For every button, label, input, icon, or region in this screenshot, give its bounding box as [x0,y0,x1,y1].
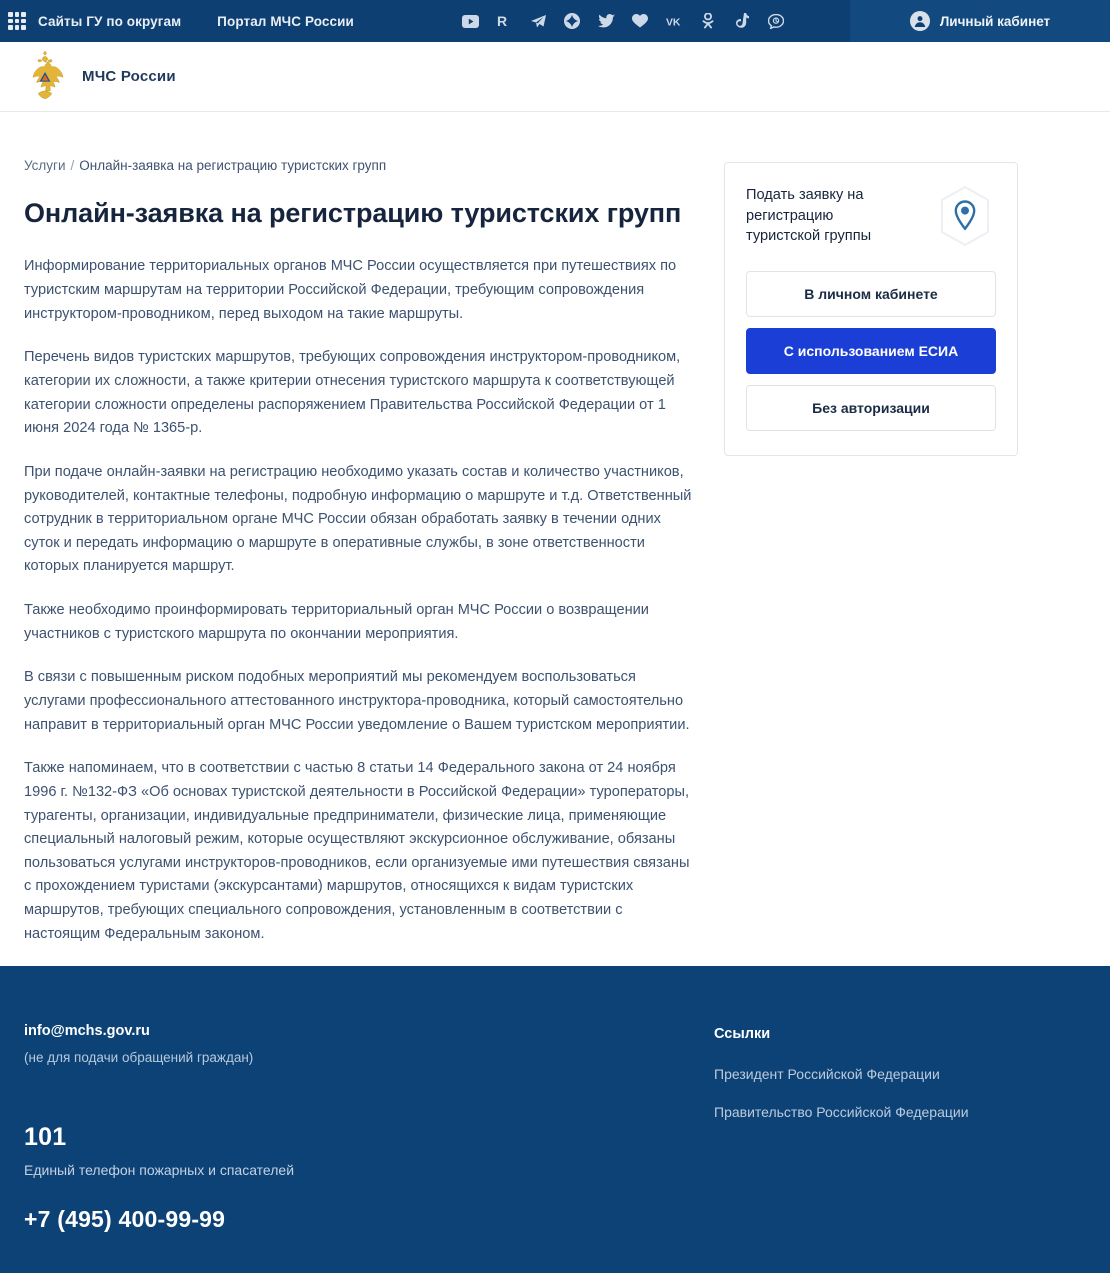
apply-in-personal-account-button[interactable]: В личном кабинете [746,271,996,317]
footer-email-note: (не для подачи обращений граждан) [24,1050,254,1066]
paragraph-6: Также напоминаем, что в соответствии с частью 8 статьи 14 Федерального закона от 24 ноября 1996 г. №132-ФЗ «Об основах туристской деятельности в Российской Федерации» туроператоры, турагенты, организации, индивидуальные предприниматели, физические лица, применяющие специальный налоговый режим, которые осуществляют экскурсионное обслуживание, обязаны пользоваться услугами инструкторов-проводников, если организуемые ими путешествия связаны с прохождением туристами (экскурсантами) маршрутов, относящихся к видам туристских маршрутов, требующих специального сопровождения, установленным в соответствии с настоящим Федеральным законом. [24,760,690,942]
account-button[interactable] [850,0,1110,42]
rutube-icon[interactable] [496,13,513,30]
twitter-icon[interactable] [598,13,615,30]
application-card [724,162,1018,456]
site-brand-title: МЧС России [82,68,176,85]
footer-phone[interactable]: +7 (495) 400-99-99 [24,1206,226,1233]
emergency-number: 101 [24,1123,67,1152]
youtube-icon[interactable] [462,13,479,30]
top-bar-left [0,0,785,42]
paragraph-4: Также необходимо проинформировать территориальный орган МЧС России о возвращении участников с туристского маршрута по окончании мероприятия. [24,602,649,642]
apply-with-esia-button[interactable]: С использованием ЕСИА [746,328,996,374]
mchs-eagle-emblem [22,49,68,105]
zen-icon[interactable] [564,13,581,30]
application-card-header [746,185,996,247]
paragraph-1: Информирование территориальных органов МЧС России осуществляется при путешествиях по туристским маршрутам на территории Российской Федерации, требующим сопровождения инструктором-проводником, перед выходом на такие маршруты. [24,258,677,322]
top-link-portal[interactable]: Портал МЧС России [217,13,354,29]
footer-links [714,1022,1086,1142]
paragraph-2: Перечень видов туристских маршрутов, требующих сопровождения инструктором-проводником, категории их сложности, а также критерии отнесения туристского маршрута к соответствующей категории сложности определены распоряжением Правительства Российской Федерации от 1 июня 2024 года № 1365-р. [24,349,681,437]
svg-text:R: R [497,13,508,29]
footer-contacts [24,1022,714,1233]
site-header [0,42,1110,112]
footer-email-link[interactable]: info@mchs.gov.ru [24,1023,150,1040]
paragraph-5: В связи с повышенным риском подобных мероприятий мы рекомендуем воспользоваться услугами профессионального аттестованного инструктора-проводника, который самостоятельно направит в территориальный орган МЧС России уведомление о Вашем туристском мероприятии. [24,669,690,733]
breadcrumb-link-services[interactable]: Услуги [24,158,66,173]
footer-link-government[interactable]: Правительство Российской Федерации [714,1104,969,1121]
social-links [462,13,785,30]
sidebar-column [724,158,1018,456]
tiktok-icon[interactable] [734,13,751,30]
vk-icon[interactable] [666,13,683,30]
svg-text:VK: VK [665,16,681,27]
page-title: Онлайн-заявка на регистрацию туристских групп [24,198,682,228]
heart-icon[interactable] [632,13,649,30]
map-pin-hexagon-icon [934,185,996,247]
breadcrumb-separator: / [70,158,75,173]
breadcrumb [24,158,700,173]
footer-links-heading: Ссылки [714,1026,771,1043]
emergency-number-caption: Единый телефон пожарных и спасателей [24,1162,295,1179]
paragraph-3: При подаче онлайн-заявки на регистрацию необходимо указать состав и количество участников, руководителей, контактные телефоны, подробную информацию о маршруте и т.д. Ответственный сотрудник в территориальном органе МЧС России обязан обработать заявку в течении одних суток и передать информацию о маршруте в оперативные службы, в зоне ответственности которых планируется маршрут. [24,463,692,575]
user-avatar-icon [910,11,930,31]
odnoklassniki-icon[interactable] [700,13,717,30]
chat-icon[interactable] [768,13,785,30]
main-content [0,112,1110,966]
top-bar [0,0,1110,42]
application-card-title: Подать заявку на регистрацию туристской группы [746,187,872,245]
grid-apps-icon[interactable] [8,12,26,30]
breadcrumb-current: Онлайн-заявка на регистрацию туристских групп [79,158,387,173]
footer-link-president[interactable]: Президент Российской Федерации [714,1066,940,1083]
site-footer [0,966,1110,1273]
top-link-regional-sites[interactable]: Сайты ГУ по округам [38,13,182,29]
content-column [24,158,700,966]
account-label: Личный кабинет [939,13,1051,29]
telegram-icon[interactable] [530,13,547,30]
apply-without-authorization-button[interactable]: Без авторизации [746,385,996,431]
